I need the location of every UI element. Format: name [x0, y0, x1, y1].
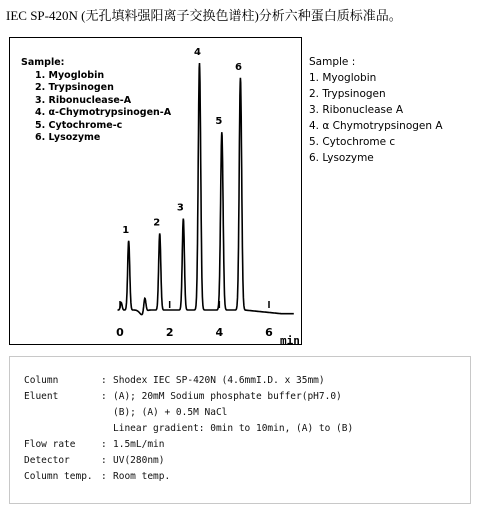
condition-row — [24, 389, 353, 405]
legend-item: 1. Myoglobin — [309, 72, 377, 84]
condition-row — [24, 421, 353, 437]
chart-sample-item: 1. Myoglobin — [35, 69, 105, 81]
condition-value: (A); 20mM Sodium phosphate buffer(pH7.0) — [113, 391, 342, 402]
condition-value: 1.5mL/min — [113, 439, 165, 450]
condition-row — [24, 469, 353, 485]
condition-key: Flow rate — [24, 439, 76, 450]
legend-item: 2. Trypsinogen — [309, 88, 386, 100]
legend-item: 5. Cytochrome c — [309, 136, 396, 148]
chart-sample-item: 4. α-Chymotrypsinogen-A — [35, 107, 172, 118]
condition-key: Column — [24, 375, 59, 386]
condition-value: UV(280nm) — [113, 455, 165, 466]
legend-item: 4. α Chymotrypsinogen A — [309, 120, 443, 132]
condition-value: Shodex IEC SP-420N (4.6mmI.D. x 35mm) — [113, 375, 325, 386]
chart-sample-header: Sample: — [21, 57, 65, 68]
x-tick-label: 2 — [165, 326, 174, 339]
chart-sample-item: 6. Lysozyme — [35, 132, 101, 143]
condition-sep: : — [101, 455, 107, 466]
condition-sep: : — [101, 375, 107, 386]
legend-header: Sample : — [309, 56, 356, 68]
condition-key: Detector — [24, 455, 70, 466]
conditions-panel — [9, 356, 471, 504]
chart-sample-item: 2. Trypsinogen — [35, 82, 114, 93]
conditions-table — [24, 373, 353, 485]
x-tick-label: 6 — [265, 326, 273, 339]
x-tick-label: 0 — [116, 326, 124, 339]
chart-sample-item: 3. Ribonuclease-A — [35, 94, 132, 106]
condition-value: Linear gradient: 0min to 10min, (A) to (B) — [113, 423, 354, 434]
peak-label: 6 — [234, 61, 242, 73]
peak-label: 3 — [176, 202, 184, 214]
condition-key: Column temp. — [24, 471, 93, 482]
condition-value: Room temp. — [113, 471, 171, 482]
condition-sep: : — [101, 439, 107, 450]
condition-sep: : — [101, 391, 107, 402]
legend-item: 3. Ribonuclease A — [309, 104, 404, 116]
condition-value: (B); (A) + 0.5M NaCl — [113, 407, 228, 418]
chart-sample-list — [21, 57, 171, 145]
condition-row — [24, 405, 353, 421]
peak-label: 2 — [153, 217, 161, 229]
legend-item: 6. Lysozyme — [309, 152, 374, 164]
condition-key: Eluent — [24, 391, 59, 402]
condition-row — [24, 437, 353, 453]
peak-label: 5 — [215, 116, 223, 128]
sample-legend — [309, 54, 443, 166]
x-axis-label: min — [280, 334, 300, 346]
condition-row — [24, 373, 353, 389]
peak-label: 1 — [122, 224, 130, 236]
condition-row — [24, 453, 353, 469]
page-title: IEC SP-420N (无孔填料强阳离子交换色谱柱)分析六种蛋白质标准品。 — [6, 8, 402, 23]
x-tick-label: 4 — [215, 326, 224, 339]
condition-sep: : — [101, 471, 107, 482]
chart-sample-item: 5. Cytochrome-c — [35, 119, 123, 131]
peak-label: 4 — [193, 47, 201, 58]
